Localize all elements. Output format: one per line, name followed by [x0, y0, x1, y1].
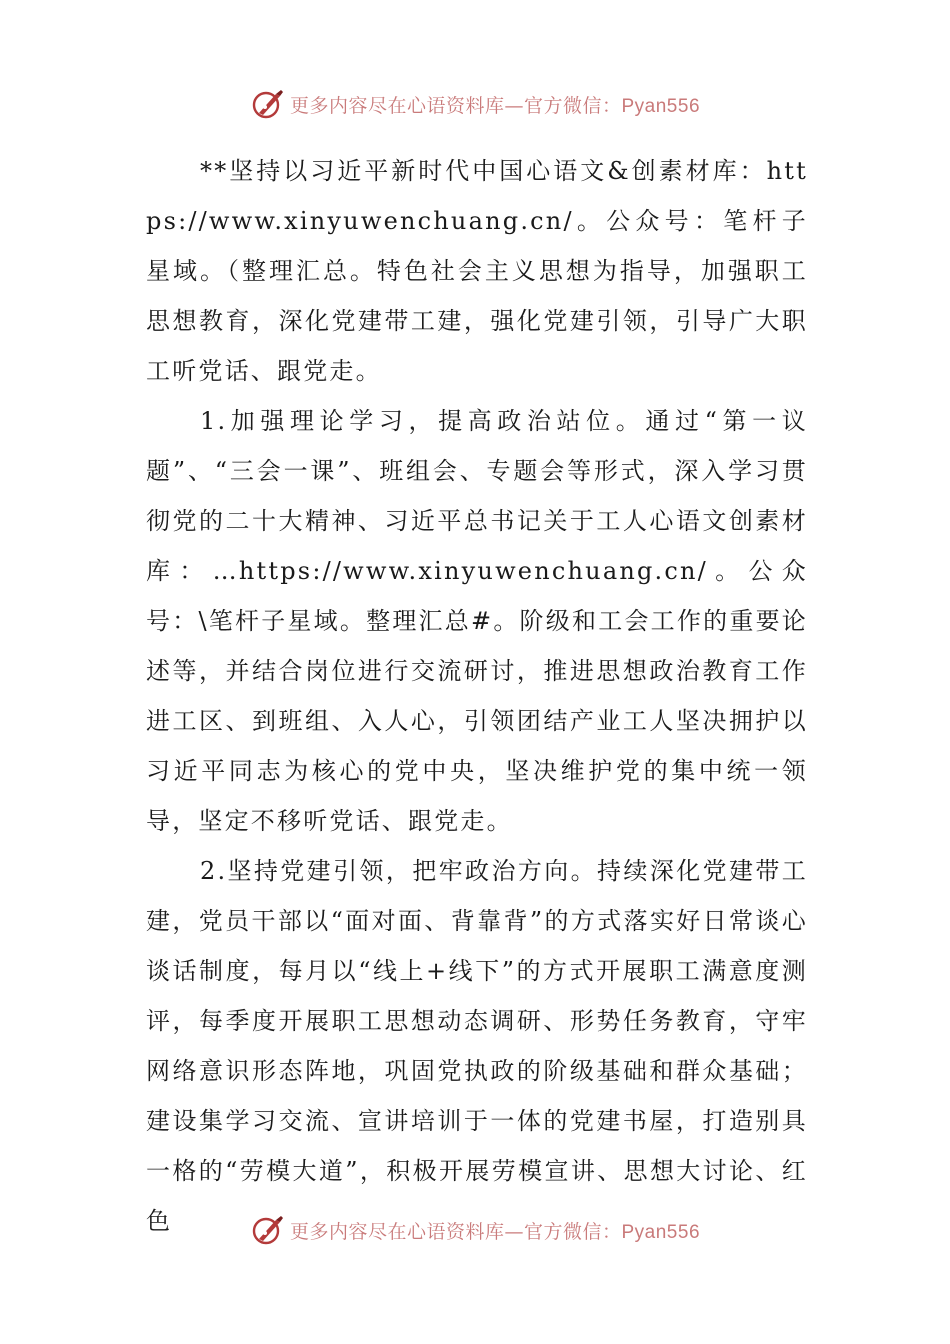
- pen-nib-circle-icon: [250, 1212, 286, 1248]
- banner-text: 更多内容尽在心语资料库—官方微信：Pyan556: [289, 1220, 701, 1243]
- banner-wechat-id: Pyan556: [621, 1221, 701, 1243]
- pen-nib-circle-icon: [250, 86, 286, 122]
- footer-banner: [0, 1208, 950, 1252]
- header-banner: [0, 82, 950, 126]
- paragraph-2: 1.加强理论学习，提高政治站位。通过“第一议题”、“三会一课”、班组会、专题会等形式，深入学习贯彻党的二十大精神、习近平总书记关于工人心语文创素材库：…https://www.xinyuwenchuang.cn/。公众号：\笔杆子星域。整理汇总#。阶级和工会工作的重要论述等，并结合岗位进行交流研讨，推进思想政治教育工作进工区、到班组、入人心，引领团结产业工人坚决拥护以习近平同志为核心的党中央，坚决维护党的集中统一领导，坚定不移听党话、跟党走。: [146, 407, 808, 835]
- document-body: [146, 146, 808, 1246]
- banner-wechat-id: Pyan556: [621, 95, 701, 117]
- paragraph-3: 2.坚持党建引领，把牢政治方向。持续深化党建带工建，党员干部以“面对面、背靠背”的方式落实好日常谈心谈话制度，每月以“线上+线下”的方式开展职工满意度测评，每季度开展职工思想动态调研、形势任务教育，守牢网络意识形态阵地，巩固党执政的阶级基础和群众基础；建设集学习交流、宣讲培训于一体的党建书屋，打造别具一格的“劳模大道”，积极开展劳模宣讲、思想大讨论、红色: [146, 857, 808, 1235]
- banner-text: 更多内容尽在心语资料库—官方微信：Pyan556: [289, 94, 701, 117]
- paragraph-1: **坚持以习近平新时代中国心语文&创素材库：https://www.xinyuwenchuang.cn/。公众号：笔杆子星域。（整理汇总。特色社会主义思想为指导，加强职工思想教育，深化党建带工建，强化党建引领，引导广大职工听党话、跟党走。: [146, 157, 808, 385]
